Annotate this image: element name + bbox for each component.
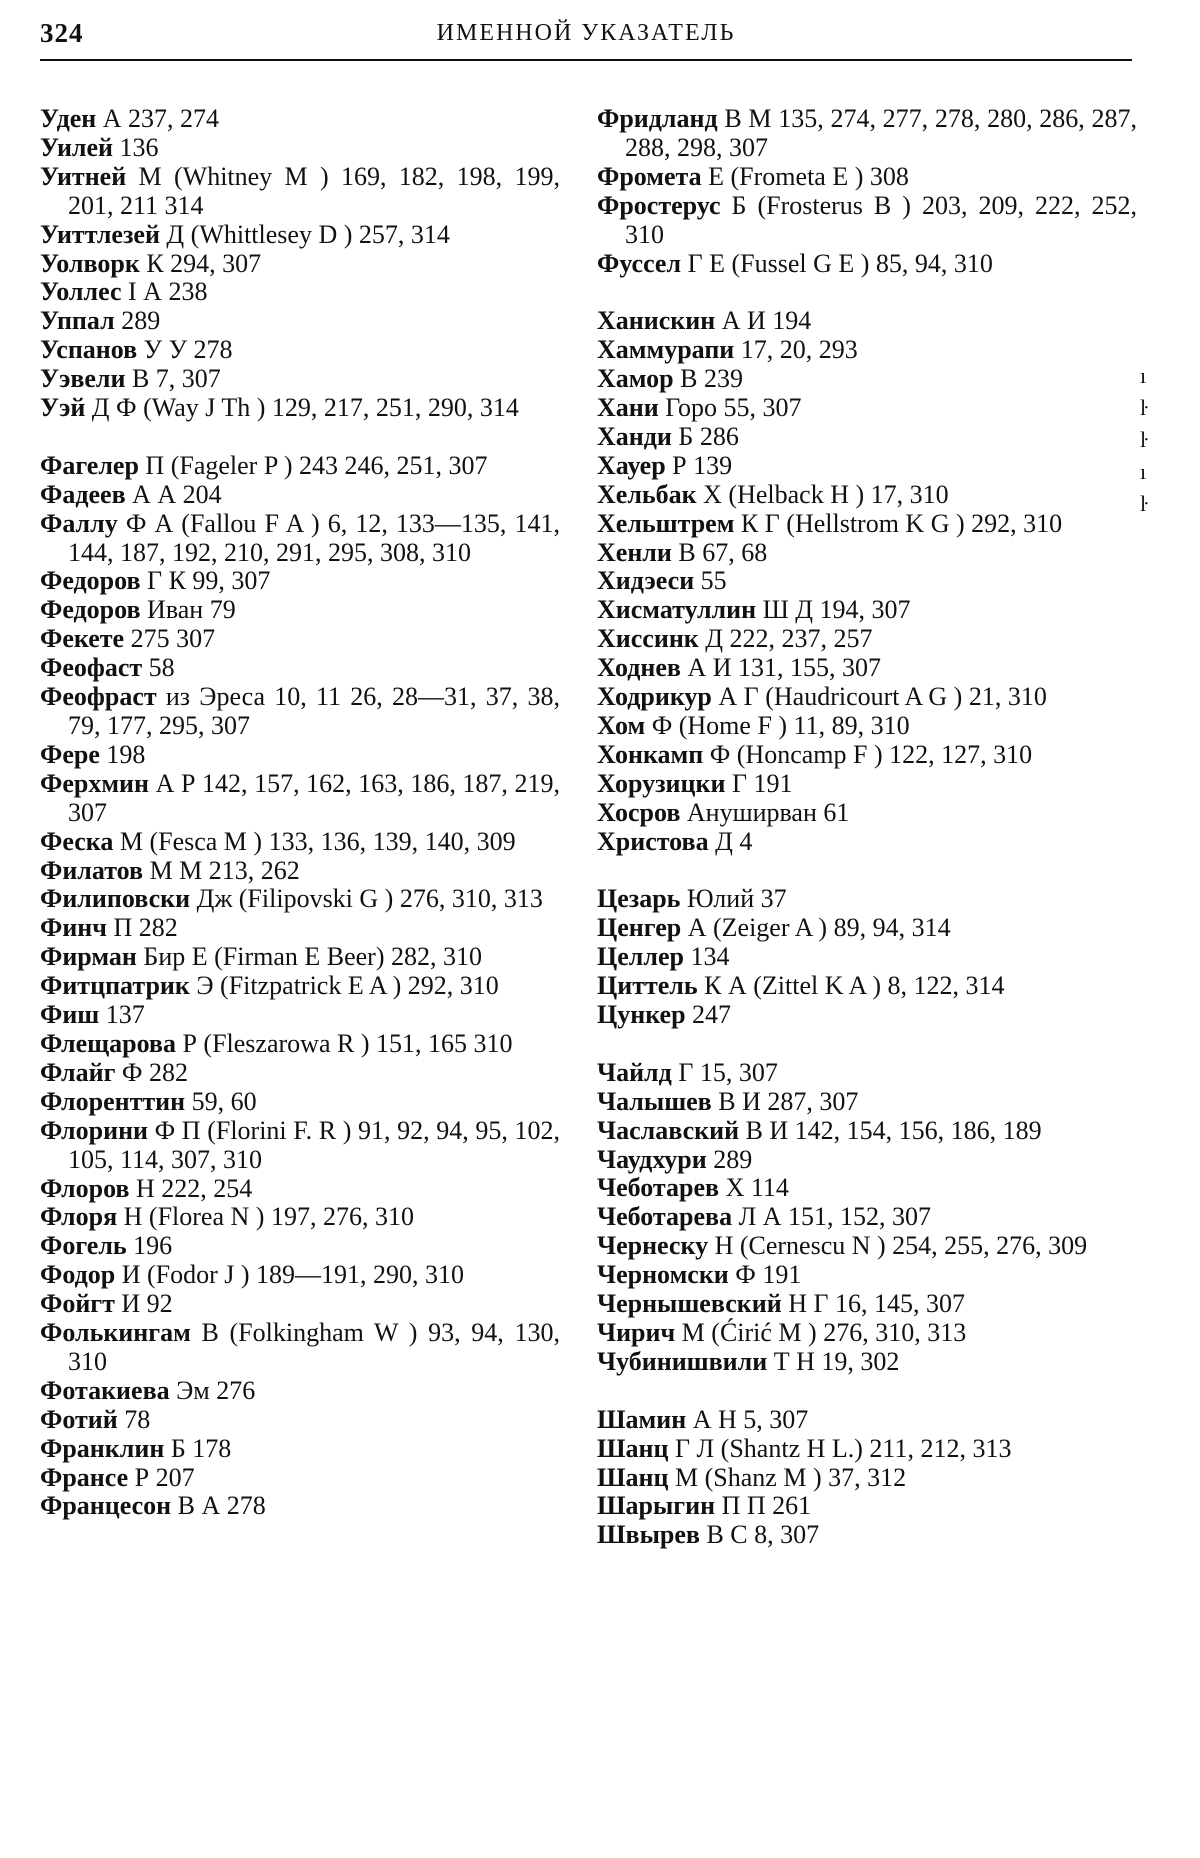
index-entry <box>40 250 560 279</box>
entry-details: 136 <box>113 132 159 162</box>
page-header <box>40 18 1132 60</box>
entry-name: Уолворк <box>40 248 140 278</box>
entry-name: Чаудхури <box>597 1144 707 1174</box>
entry-details: Р 207 <box>128 1462 195 1492</box>
index-entry <box>597 1406 1137 1435</box>
entry-name: Чернышевский <box>597 1289 782 1319</box>
entry-details: Г 15, 307 <box>671 1057 778 1087</box>
entry-name: Шамин <box>597 1404 687 1434</box>
entry-details: Д 222, 237, 257 <box>698 624 873 654</box>
entry-name: Шанц <box>597 1433 669 1463</box>
entry-name: Хельбак <box>597 479 697 509</box>
page-number: 324 <box>40 18 84 48</box>
entry-name: Целлер <box>597 942 684 972</box>
entry-details: Г Л (Shantz H L.) 211, 212, 313 <box>668 1433 1012 1463</box>
index-entry <box>40 1117 560 1175</box>
index-entry <box>597 1146 1137 1175</box>
entry-name: Цезарь <box>597 884 681 914</box>
entry-name: Шанц <box>597 1462 669 1492</box>
index-entry <box>40 972 560 1001</box>
index-entry <box>597 1001 1137 1030</box>
entry-name: Финч <box>40 913 107 943</box>
entry-name: Хонкамп <box>597 739 704 769</box>
margin-marks <box>1140 360 1164 520</box>
entry-name: Федоров <box>40 566 141 596</box>
entry-details: В А 278 <box>171 1491 266 1521</box>
entry-details: Р 139 <box>665 450 733 480</box>
index-entry <box>40 307 560 336</box>
entry-name: Ходрикур <box>597 682 712 712</box>
entry-details: Ануширван 61 <box>680 797 850 827</box>
header-rule <box>40 59 1132 61</box>
entry-details: П П 261 <box>715 1491 812 1521</box>
entry-name: Уитней <box>40 161 127 191</box>
entry-details: К А (Zittel K A ) 8, 122, 314 <box>697 971 1005 1001</box>
entry-details: Х 114 <box>719 1173 789 1203</box>
entry-name: Флайг <box>40 1057 116 1087</box>
index-entry <box>40 1175 560 1204</box>
entry-name: Чаславский <box>597 1115 740 1145</box>
index-entry <box>40 914 560 943</box>
index-entry <box>597 625 1137 654</box>
group-gap <box>597 1377 1137 1406</box>
entry-name: Францесон <box>40 1491 172 1521</box>
index-entry <box>597 828 1137 857</box>
index-entry <box>597 1464 1137 1493</box>
group-gap <box>597 278 1137 307</box>
entry-details: В 239 <box>673 364 743 394</box>
entry-name: Флоренттин <box>40 1086 186 1116</box>
index-entry <box>597 1348 1137 1377</box>
index-entry <box>597 712 1137 741</box>
index-entry <box>40 1319 560 1377</box>
entry-name: Феофраст <box>40 682 157 712</box>
index-entry <box>597 1319 1137 1348</box>
entry-details: Б (Frosterus B ) 203, 209, 222, 252, 310 <box>625 190 1137 249</box>
entry-name: Флоров <box>40 1173 130 1203</box>
entry-details: Г Е (Fussel G E ) 85, 94, 310 <box>681 248 993 278</box>
index-entry <box>40 741 560 770</box>
entry-details: А Р 142, 157, 162, 163, 186, 187, 219, 307 <box>68 768 560 827</box>
entry-details: Е (Frometa E ) 308 <box>701 161 909 191</box>
entry-name: Уэй <box>40 393 86 423</box>
entry-name: Хиссинк <box>597 624 699 654</box>
index-entry <box>40 1406 560 1435</box>
entry-name: Уоллес <box>40 277 122 307</box>
entry-name: Шарыгин <box>597 1491 716 1521</box>
index-entry <box>597 1117 1137 1146</box>
entry-details: Т Н 19, 302 <box>767 1346 900 1376</box>
index-entry <box>40 1261 560 1290</box>
entry-details: Иван 79 <box>140 595 236 625</box>
index-column-left <box>40 105 560 1521</box>
entry-details: Н (Cernescu N ) 254, 255, 276, 309 <box>708 1231 1088 1261</box>
group-gap <box>40 423 560 452</box>
index-entry <box>597 105 1137 163</box>
index-entry <box>40 1232 560 1261</box>
entry-details: У У 278 <box>137 335 233 365</box>
index-entry <box>597 1232 1137 1261</box>
entry-details: И (Fodor J ) 189—191, 290, 310 <box>115 1260 465 1290</box>
index-entry <box>40 1203 560 1232</box>
entry-name: Хидэеси <box>597 566 695 596</box>
entry-name: Хисматуллин <box>597 595 757 625</box>
entry-details: В И 287, 307 <box>711 1086 859 1116</box>
index-entry <box>40 1377 560 1406</box>
entry-details: 58 <box>142 653 175 683</box>
entry-name: Фридланд <box>597 104 718 133</box>
entry-details: Горо 55, 307 <box>658 393 802 423</box>
entry-name: Фиш <box>40 1000 100 1030</box>
entry-details: Д Ф (Way J Th ) 129, 217, 251, 290, 314 <box>85 393 519 423</box>
index-entry <box>40 596 560 625</box>
index-entry <box>40 1492 560 1521</box>
entry-details: 198 <box>99 739 146 769</box>
index-entry <box>40 221 560 250</box>
index-entry <box>40 481 560 510</box>
entry-details: В 7, 307 <box>125 364 221 394</box>
index-entry <box>40 134 560 163</box>
entry-name: Уиттлезей <box>40 219 160 249</box>
index-entry <box>40 654 560 683</box>
entry-details: 275 307 <box>124 624 216 654</box>
entry-details: И 92 <box>114 1289 173 1319</box>
entry-details: 289 <box>706 1144 753 1174</box>
index-entry <box>40 365 560 394</box>
entry-details: К Г (Hellstrom K G ) 292, 310 <box>734 508 1063 538</box>
index-entry <box>597 1203 1137 1232</box>
entry-name: Фолькингам <box>40 1318 191 1348</box>
entry-name: Франсе <box>40 1462 129 1492</box>
entry-details: А И 131, 155, 307 <box>680 653 882 683</box>
entry-details: Э (Fitzpatrick E A ) 292, 310 <box>189 971 499 1001</box>
entry-name: Фуссел <box>597 248 682 278</box>
index-entry <box>40 1464 560 1493</box>
entry-name: Фадеев <box>40 479 126 509</box>
entry-details: 137 <box>99 1000 145 1030</box>
entry-name: Ханискин <box>597 306 716 336</box>
entry-details: М М 213, 262 <box>143 855 300 885</box>
entry-name: Ценгер <box>597 913 682 943</box>
entry-name: Ходнев <box>597 653 681 683</box>
index-entry <box>597 365 1137 394</box>
entry-name: Фагелер <box>40 450 139 480</box>
index-entry <box>40 943 560 972</box>
index-entry <box>597 799 1137 828</box>
entry-details: Г 191 <box>725 768 793 798</box>
entry-name: Флещарова <box>40 1028 176 1058</box>
entry-name: Фодор <box>40 1260 116 1290</box>
entry-details: А Г (Haudricourt A G ) 21, 310 <box>711 682 1047 712</box>
margin-mark: ŀ <box>1140 395 1148 420</box>
entry-name: Уппал <box>40 306 115 336</box>
index-entry <box>597 336 1137 365</box>
index-entry <box>40 1290 560 1319</box>
entry-details: А (Zeiger A ) 89, 94, 314 <box>681 913 951 943</box>
index-entry <box>597 539 1137 568</box>
index-entry <box>40 1088 560 1117</box>
entry-name: Чеботарева <box>597 1202 733 1232</box>
entry-details: Ф (Home F ) 11, 89, 310 <box>645 711 910 741</box>
entry-name: Фойгт <box>40 1289 115 1319</box>
index-entry <box>40 1059 560 1088</box>
entry-details: А 237, 274 <box>96 104 220 133</box>
entry-details: А И 194 <box>715 306 812 336</box>
index-entry <box>597 250 1137 279</box>
entry-name: Циттель <box>597 971 698 1001</box>
margin-mark: ŀ <box>1140 491 1148 516</box>
entry-details: 17, 20, 293 <box>734 335 858 365</box>
index-entry <box>597 1290 1137 1319</box>
index-entry <box>597 481 1137 510</box>
index-entry <box>597 192 1137 250</box>
index-entry <box>40 625 560 654</box>
entry-name: Хенли <box>597 537 672 567</box>
entry-details: Р (Fleszarowa R ) 151, 165 310 <box>175 1028 513 1058</box>
entry-details: 196 <box>126 1231 173 1261</box>
index-entry <box>597 423 1137 452</box>
entry-details: Л А 151, 152, 307 <box>732 1202 931 1232</box>
index-entry <box>40 1435 560 1464</box>
entry-details: Ф П (Florini F. R ) 91, 92, 94, 95, 102, 105, 114, 307, 310 <box>68 1115 560 1174</box>
entry-details: М (Ćirić M ) 276, 310, 313 <box>675 1318 967 1348</box>
index-entry <box>40 452 560 481</box>
entry-details: М (Shanz M ) 37, 312 <box>668 1462 907 1492</box>
index-entry <box>597 394 1137 423</box>
entry-name: Фитцпатрик <box>40 971 190 1001</box>
group-gap <box>597 857 1137 886</box>
index-entry <box>40 567 560 596</box>
entry-name: Уилей <box>40 132 114 162</box>
index-entry <box>597 770 1137 799</box>
group-gap <box>597 1030 1137 1059</box>
running-head: ИМЕННОЙ УКАЗАТЕЛЬ <box>436 20 736 46</box>
entry-details: Г К 99, 307 <box>140 566 271 596</box>
index-entry <box>597 510 1137 539</box>
index-entry <box>40 857 560 886</box>
entry-details: М (Fesca M ) 133, 136, 139, 140, 309 <box>113 826 516 856</box>
entry-details: Н Г 16, 145, 307 <box>781 1289 966 1319</box>
entry-details: Ф (Honcamp F ) 122, 127, 310 <box>703 739 1033 769</box>
entry-name: Феофаст <box>40 653 143 683</box>
index-entry <box>40 1030 560 1059</box>
entry-details: 78 <box>117 1404 151 1434</box>
index-entry <box>40 885 560 914</box>
entry-name: Фекете <box>40 624 125 654</box>
entry-details: из Эреса 10, 11 26, 28—31, 37, 38, 79, 177, 295, 307 <box>68 682 560 741</box>
entry-name: Хорузицки <box>597 768 726 798</box>
entry-details: В 67, 68 <box>671 537 768 567</box>
entry-name: Фогель <box>40 1231 127 1261</box>
entry-details: В (Folkingham W ) 93, 94, 130, 310 <box>68 1318 560 1376</box>
entry-name: Федоров <box>40 595 141 625</box>
margin-mark: ŀ <box>1140 427 1148 452</box>
entry-name: Чубинишвили <box>597 1346 768 1376</box>
index-entry <box>597 1088 1137 1117</box>
entry-name: Хауер <box>597 450 666 480</box>
entry-name: Феска <box>40 826 114 856</box>
entry-name: Уден <box>40 104 97 133</box>
entry-details: Ф 282 <box>115 1057 188 1087</box>
entry-name: Чернеску <box>597 1231 709 1261</box>
entry-details: Х (Helback H ) 17, 310 <box>696 479 949 509</box>
entry-details: Б 286 <box>671 421 739 451</box>
index-entry <box>597 914 1137 943</box>
entry-details: Бир Е (Firman E Beer) 282, 310 <box>136 942 482 972</box>
entry-name: Хаммурапи <box>597 335 735 365</box>
entry-name: Фромета <box>597 161 702 191</box>
entry-name: Уэвели <box>40 364 126 394</box>
entry-name: Чирич <box>597 1318 676 1348</box>
index-entry <box>40 828 560 857</box>
entry-details: А А 204 <box>125 479 222 509</box>
index-entry <box>597 567 1137 596</box>
index-entry <box>597 1492 1137 1521</box>
entry-name: Черномски <box>597 1260 729 1290</box>
entry-name: Чайлд <box>597 1057 672 1087</box>
entry-name: Флорини <box>40 1115 149 1145</box>
index-entry <box>597 163 1137 192</box>
index-entry <box>597 885 1137 914</box>
entry-details: Д (Whittlesey D ) 257, 314 <box>159 219 450 249</box>
index-entry <box>40 1001 560 1030</box>
entry-name: Фаллу <box>40 508 118 538</box>
index-entry <box>597 1174 1137 1203</box>
index-entry <box>597 972 1137 1001</box>
index-entry <box>597 654 1137 683</box>
index-entry <box>40 770 560 828</box>
entry-name: Успанов <box>40 335 138 365</box>
entry-name: Хамор <box>597 364 674 394</box>
index-entry <box>597 741 1137 770</box>
index-entry <box>597 1435 1137 1464</box>
index-entry <box>597 683 1137 712</box>
index-entry <box>40 510 560 568</box>
entry-name: Чалышев <box>597 1086 712 1116</box>
entry-name: Цункер <box>597 1000 686 1030</box>
index-entry <box>40 394 560 423</box>
index-column-right <box>597 105 1137 1550</box>
entry-details: В М 135, 274, 277, 278, 280, 286, 287, 288, 298, 307 <box>625 104 1137 162</box>
entry-name: Хельштрем <box>597 508 735 538</box>
index-entry <box>597 307 1137 336</box>
index-entry <box>40 683 560 741</box>
entry-details: Юлий 37 <box>680 884 787 914</box>
entry-name: Швырев <box>597 1520 700 1550</box>
entry-details: П (Fageler P ) 243 246, 251, 307 <box>138 450 488 480</box>
entry-details: Б 178 <box>164 1433 232 1463</box>
entry-details: Ф 191 <box>728 1260 802 1290</box>
entry-name: Ферхмин <box>40 768 150 798</box>
entry-details: Дж (Filipovski G ) 276, 310, 313 <box>190 884 543 914</box>
index-entry <box>597 1261 1137 1290</box>
index-entry <box>597 452 1137 481</box>
entry-name: Фирман <box>40 942 137 972</box>
margin-mark: ı <box>1140 459 1147 484</box>
entry-name: Франклин <box>40 1433 165 1463</box>
entry-details: Ф А (Fallou F A ) 6, 12, 133—135, 141, 144, 187, 192, 210, 291, 295, 308, 310 <box>68 508 560 567</box>
index-entry <box>40 163 560 221</box>
entry-name: Фростерус <box>597 190 721 220</box>
entry-name: Фотакиева <box>40 1375 170 1405</box>
entry-name: Хани <box>597 393 659 423</box>
entry-name: Филатов <box>40 855 144 885</box>
entry-details: 59, 60 <box>185 1086 257 1116</box>
index-entry <box>597 1059 1137 1088</box>
entry-name: Ханди <box>597 421 672 451</box>
entry-details: Н (Florea N ) 197, 276, 310 <box>117 1202 414 1232</box>
entry-details: Д 4 <box>708 826 753 856</box>
entry-details: А Н 5, 307 <box>686 1404 809 1434</box>
entry-name: Флоря <box>40 1202 118 1232</box>
entry-details: Ш Д 194, 307 <box>756 595 911 625</box>
entry-name: Христова <box>597 826 709 856</box>
entry-name: Хосров <box>597 797 681 827</box>
entry-details: В С 8, 307 <box>699 1520 820 1550</box>
entry-details: П 282 <box>106 913 178 943</box>
entry-details: К 294, 307 <box>139 248 262 278</box>
entry-details: 247 <box>685 1000 732 1030</box>
entry-details: В И 142, 154, 156, 186, 189 <box>739 1115 1042 1145</box>
index-entry <box>40 278 560 307</box>
entry-details: М (Whitney M ) 169, 182, 198, 199, 201, 211 314 <box>68 161 560 220</box>
entry-name: Филиповски <box>40 884 191 914</box>
entry-name: Фере <box>40 739 100 769</box>
index-entry <box>597 596 1137 625</box>
entry-name: Хом <box>597 711 646 741</box>
entry-details: Н 222, 254 <box>129 1173 253 1203</box>
index-entry <box>597 943 1137 972</box>
entry-details: 289 <box>114 306 161 336</box>
index-entry <box>40 336 560 365</box>
margin-mark: ı <box>1140 363 1147 388</box>
entry-details: 134 <box>683 942 730 972</box>
index-entry <box>597 1521 1137 1550</box>
index-entry <box>40 105 560 134</box>
entry-details: 55 <box>694 566 727 596</box>
entry-name: Фотий <box>40 1404 118 1434</box>
entry-name: Чеботарев <box>597 1173 720 1203</box>
entry-details: I А 238 <box>121 277 208 307</box>
entry-details: Эм 276 <box>169 1375 256 1405</box>
